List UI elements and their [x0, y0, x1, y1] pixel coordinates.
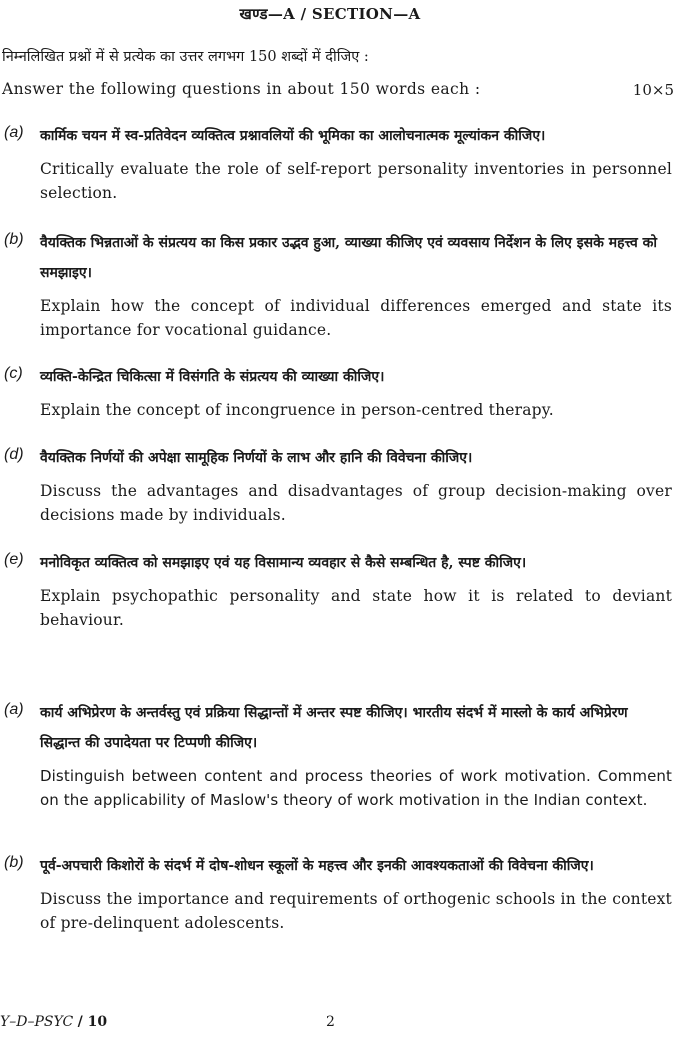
question-label: (a): [4, 124, 24, 141]
marks-label: 10×5: [632, 81, 674, 99]
question-text-hindi: कार्य अभिप्रेरण के अन्तर्वस्तु एवं प्रक्रिया सिद्धान्तों में अन्तर स्पष्ट कीजिए। भारतीय संदर्भ में मास्लो के कार्य अभिप्रेरण सिद्धान्त की उपादेयता पर टिप्पणी कीजिए।: [40, 705, 628, 751]
question-text-english: Discuss the advantages and disadvantages of group decision-making over decisions made by individuals.: [40, 482, 672, 524]
question-text-hindi: वैयक्तिक भिन्नताओं के संप्रत्यय का किस प्रकार उद्भव हुआ, व्याख्या कीजिए एवं व्यवसाय निर्देशन के लिए इसके महत्त्व को समझाइए।: [40, 235, 657, 281]
question-text-english: Discuss the importance and requirements of orthogenic schools in the context of pre-delinquent adolescents.: [40, 890, 672, 932]
instructions-english: Answer the following questions in about 150 words each :: [2, 80, 481, 98]
question-2b: [4, 851, 672, 935]
question-label: (c): [4, 365, 23, 382]
question-label: (d): [4, 446, 24, 463]
paper-code-prefix: Y–D–PSYC: [0, 1014, 74, 1030]
question-text-hindi: वैयक्तिक निर्णयों की अपेक्षा सामूहिक निर्णयों के लाभ और हानि की विवेचना कीजिए।: [40, 450, 473, 466]
question-text-english: Critically evaluate the role of self-report personality inventories in personnel selection.: [40, 160, 672, 202]
question-1b: [4, 228, 672, 342]
question-text-hindi: पूर्व-अपचारी किशोरों के संदर्भ में दोष-शोधन स्कूलों के महत्त्व और इनकी आवश्यकताओं की विवेचना कीजिए।: [40, 858, 594, 874]
question-2a: [4, 698, 672, 812]
paper-code-suffix: / 10: [77, 1014, 108, 1030]
page-number: 2: [326, 1014, 335, 1030]
question-label: (a): [4, 701, 24, 718]
question-label: (b): [4, 231, 24, 248]
question-1d: [4, 443, 672, 527]
paper-code: [0, 1014, 107, 1030]
question-text-hindi: कार्मिक चयन में स्व-प्रतिवेदन व्यक्तित्व प्रश्नावलियों की भूमिका का आलोचनात्मक मूल्यांकन कीजिए।: [40, 128, 546, 144]
question-1c: [4, 362, 672, 422]
question-text-english: Explain psychopathic personality and state how it is related to deviant behaviour.: [40, 587, 672, 629]
question-label: (b): [4, 854, 24, 871]
question-text-hindi: व्यक्ति-केन्द्रित चिकित्सा में विसंगति के संप्रत्यय की व्याख्या कीजिए।: [40, 369, 385, 385]
question-1e: [4, 548, 672, 632]
question-text-english: Explain the concept of incongruence in person-centred therapy.: [40, 401, 554, 419]
instructions-hindi: निम्नलिखित प्रश्नों में से प्रत्येक का उत्तर लगभग 150 शब्दों में दीजिए :: [2, 49, 369, 65]
question-label: (e): [4, 551, 24, 568]
question-text-hindi: मनोविकृत व्यक्तित्व को समझाइए एवं यह विसामान्य व्यवहार से कैसे सम्बन्धित है, स्पष्ट कीजिए।: [40, 555, 527, 571]
section-title: खण्ड—A / SECTION—A: [239, 5, 421, 23]
question-1a: [4, 121, 672, 205]
question-text-english: Explain how the concept of individual differences emerged and state its importance for vocational guidance.: [40, 297, 672, 339]
question-text-english: Distinguish between content and process theories of work motivation. Comment on the applicability of Maslow's theory of work motivation in the Indian context.: [40, 767, 672, 809]
